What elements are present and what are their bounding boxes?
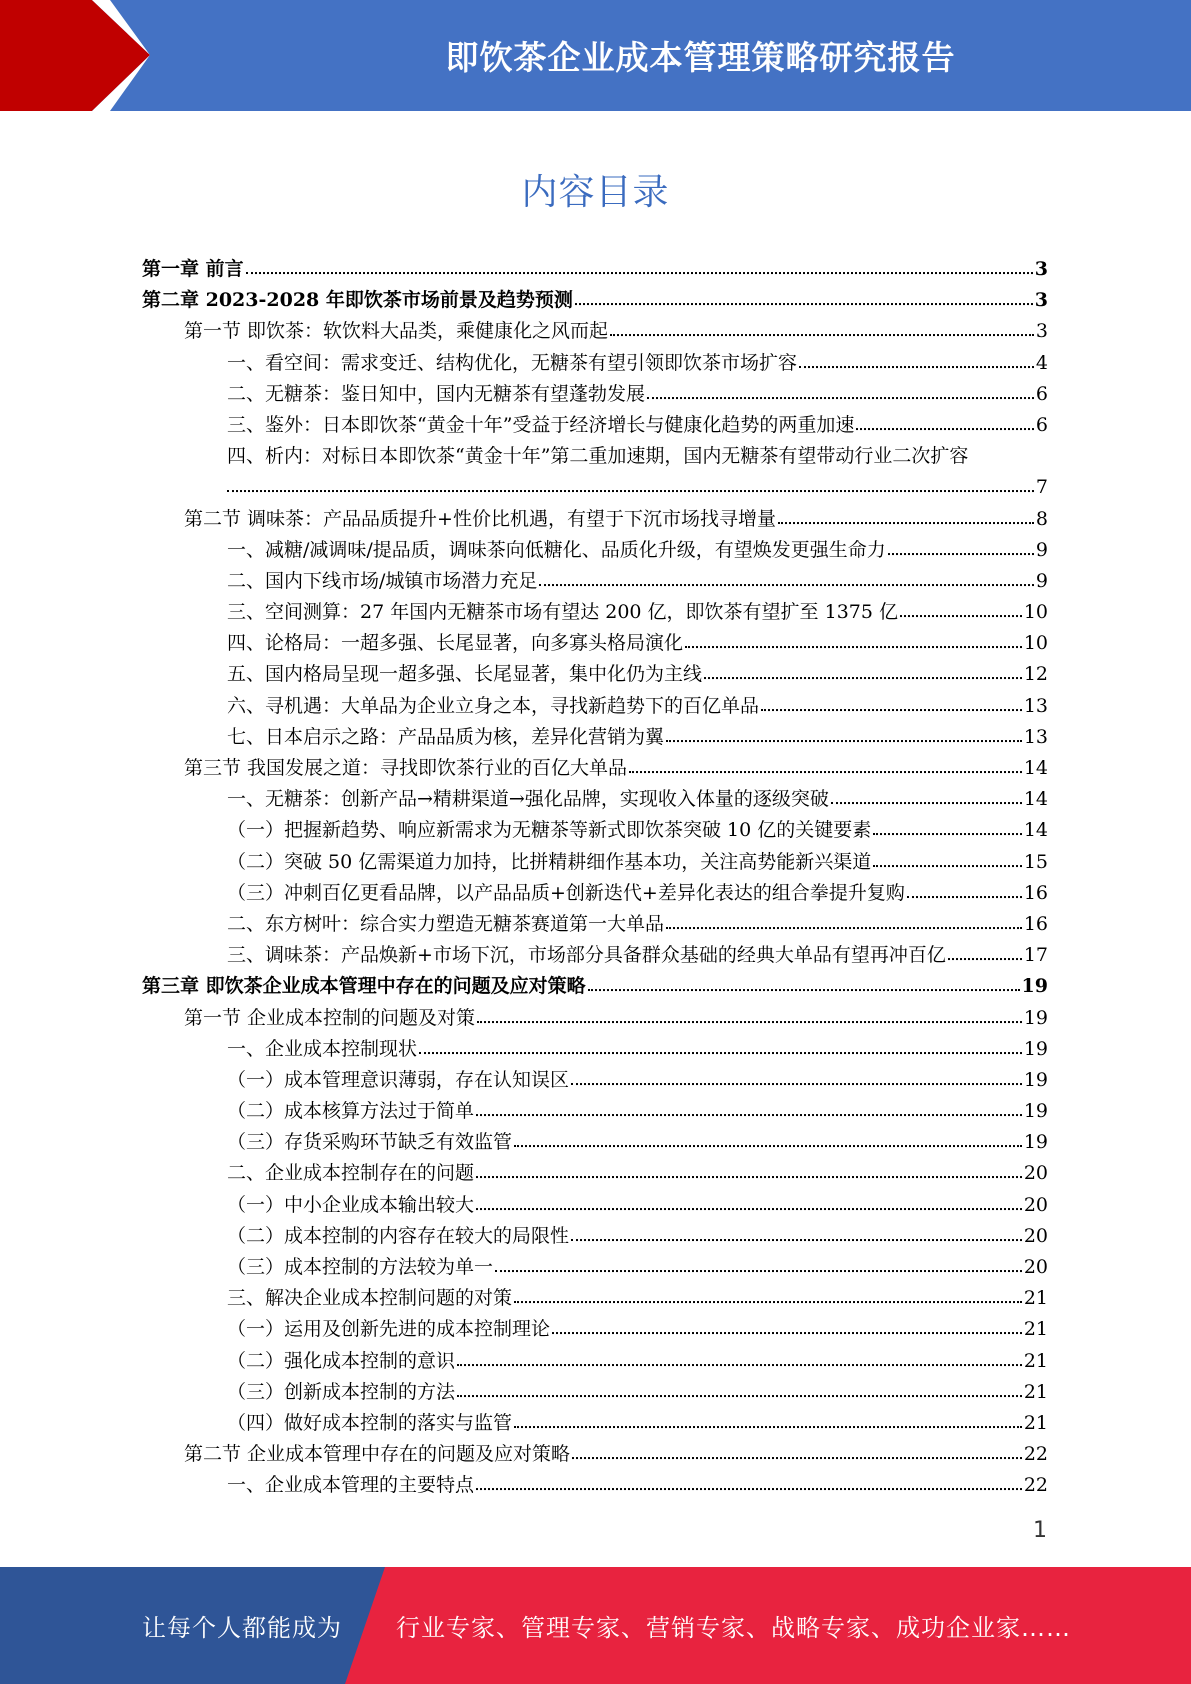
toc-leader-dots: [948, 948, 1022, 960]
toc-entry-title: 五、国内格局呈现一超多强、长尾显著，集中化仍为主线: [227, 663, 703, 686]
toc-leader-dots: [831, 792, 1022, 804]
toc-entry-page: 3: [1034, 289, 1048, 312]
toc-entry-page: 3: [1035, 320, 1048, 343]
toc-entry[interactable]: [142, 1158, 1048, 1189]
toc-entry[interactable]: [142, 628, 1048, 659]
header-banner: [0, 0, 1191, 111]
toc-entry-title: 第一章 前言: [142, 258, 244, 280]
toc-entry[interactable]: [142, 566, 1048, 597]
toc-entry[interactable]: [142, 878, 1048, 909]
toc-leader-dots: [419, 1041, 1022, 1053]
toc-entry-title: （二）成本控制的内容存在较大的局限性: [227, 1224, 570, 1247]
toc-entry-title: 第一节 即饮茶：软饮料大品类，乘健康化之风而起: [184, 320, 609, 343]
toc-leader-dots: [900, 605, 1022, 617]
toc-entry[interactable]: [142, 1034, 1048, 1065]
toc-leader-dots: [495, 1260, 1022, 1272]
header-chevron-decoration: [0, 0, 150, 111]
toc-entry-page: 22: [1023, 1474, 1048, 1497]
toc-entry-page: 19: [1023, 1037, 1048, 1060]
footer-slogan-left: 让每个人都能成为: [142, 1614, 342, 1642]
toc-entry-title: 一、无糖茶：创新产品→精耕渠道→强化品牌，实现收入体量的逐级突破: [227, 788, 829, 811]
toc-entry-title: 二、国内下线市场/城镇市场潜力充足: [227, 569, 538, 592]
footer-banner: [0, 1567, 1191, 1684]
toc-entry-title: 第三章 即饮茶企业成本管理中存在的问题及应对策略: [142, 975, 586, 998]
toc-leader-dots: [572, 1447, 1022, 1459]
toc-leader-dots: [552, 1322, 1022, 1334]
toc-entry-title: 二、企业成本控制存在的问题: [227, 1162, 475, 1185]
toc-entry[interactable]: [142, 753, 1048, 784]
toc-entry-page: 21: [1023, 1411, 1048, 1434]
toc-entry-title: 第三节 我国发展之道：寻找即饮茶行业的百亿大单品: [184, 757, 628, 779]
toc-entry[interactable]: [142, 379, 1048, 410]
toc-entry-title: 二、无糖茶：鉴日知中，国内无糖茶有望蓬勃发展: [227, 382, 646, 405]
toc-entry-page: 15: [1023, 850, 1048, 873]
toc-leader-dots: [588, 979, 1020, 991]
toc-entry-page: 14: [1023, 757, 1048, 779]
toc-entry-page: 3: [1034, 258, 1048, 280]
toc-entry-title: 一、减糖/减调味/提品质，调味茶向低糖化、品质化升级，有望焕发更强生命力: [227, 538, 886, 561]
toc-entry[interactable]: [142, 784, 1048, 815]
toc-entry[interactable]: [142, 285, 1048, 316]
toc-entry-page: 10: [1023, 632, 1048, 655]
toc-entry-page: 12: [1023, 663, 1048, 686]
toc-leader-dots: [685, 636, 1022, 648]
toc-entry-title: （二）强化成本控制的意识: [227, 1349, 456, 1372]
toc-entry[interactable]: [142, 659, 1048, 690]
toc-leader-dots: [888, 542, 1034, 554]
toc-entry[interactable]: [142, 971, 1048, 1002]
toc-entry[interactable]: [142, 1221, 1048, 1252]
toc-entry-page: 6: [1035, 382, 1048, 405]
toc-entry[interactable]: [142, 597, 1048, 628]
toc-entry-title: （三）冲刺百亿更看品牌，以产品品质+创新迭代+差异化表达的组合拳提升复购: [227, 881, 905, 904]
toc-leader-dots: [610, 324, 1034, 336]
toc-entry[interactable]: [142, 1283, 1048, 1314]
toc-entry-page: 19: [1023, 1100, 1048, 1123]
toc-leader-dots: [778, 511, 1034, 523]
toc-entry-title: （一）把握新趋势、响应新需求为无糖茶等新式即饮茶突破 10 亿的关键要素: [227, 819, 872, 842]
toc-entry[interactable]: [142, 1314, 1048, 1345]
toc-entry-title: 三、调味茶：产品焕新+市场下沉，市场部分具备群众基础的经典大单品有望再冲百亿: [227, 944, 946, 967]
toc-leader-dots: [514, 1135, 1022, 1147]
toc-entry-title: 三、解决企业成本控制问题的对策: [227, 1287, 513, 1310]
toc-entry-title: （三）存货采购环节缺乏有效监管: [227, 1131, 513, 1154]
toc-entry-page: 10: [1023, 601, 1048, 624]
toc-entry-page: 20: [1023, 1193, 1048, 1216]
toc-entry[interactable]: [142, 1190, 1048, 1221]
toc-entry-page: 17: [1023, 944, 1048, 967]
toc-leader-dots: [666, 729, 1022, 741]
toc-leader-dots: [666, 917, 1022, 929]
toc-entry-page: 21: [1023, 1318, 1048, 1341]
toc-leader-dots: [476, 1104, 1022, 1116]
toc-leader-dots: [907, 885, 1022, 897]
toc-leader-dots: [575, 293, 1033, 305]
toc-entry-page: 8: [1035, 507, 1048, 530]
toc-entry-title: （三）成本控制的方法较为单一: [227, 1256, 494, 1278]
toc-entry[interactable]: [142, 1003, 1048, 1034]
toc-leader-dots: [514, 1416, 1022, 1428]
toc-entry-page: 13: [1023, 725, 1048, 748]
toc-leader-dots: [476, 1166, 1022, 1178]
toc-entry[interactable]: [142, 691, 1048, 722]
toc-entry-page: 7: [1035, 476, 1048, 499]
toc-entry-page: 22: [1023, 1443, 1048, 1466]
toc-entry[interactable]: [142, 1096, 1048, 1127]
toc-entry-title: 第二章 2023-2028 年即饮茶市场前景及趋势预测: [142, 289, 573, 312]
toc-leader-dots: [629, 761, 1022, 773]
toc-entry[interactable]: [142, 1439, 1048, 1470]
toc-leader-dots: [514, 1291, 1022, 1303]
toc-entry-page: 20: [1023, 1256, 1048, 1278]
toc-entry[interactable]: [142, 847, 1048, 878]
toc-entry-page: 21: [1023, 1349, 1048, 1372]
toc-entry[interactable]: [142, 1346, 1048, 1377]
toc-entry-title: 一、看空间：需求变迁、结构优化，无糖茶有望引领即饮茶市场扩容: [227, 351, 798, 374]
toc-entry[interactable]: [142, 1408, 1048, 1439]
toc-entry-title: 四、论格局：一超多强、长尾显著，向多寡头格局演化: [227, 632, 684, 655]
toc-entry-page: 20: [1023, 1162, 1048, 1185]
toc-entry-page: 20: [1023, 1224, 1048, 1247]
page-number: 1: [1033, 1518, 1047, 1543]
toc-leader-dots: [761, 698, 1022, 710]
toc-entry-page: 19: [1021, 975, 1048, 998]
toc-entry[interactable]: [142, 1127, 1048, 1158]
toc-leader-dots: [873, 823, 1022, 835]
toc-entry-page: 13: [1023, 694, 1048, 717]
toc-entry-page: 21: [1023, 1287, 1048, 1310]
toc-entry-title: （二）突破 50 亿需渠道力加持，比拼精耕细作基本功，关注高势能新兴渠道: [227, 850, 872, 873]
toc-leader-dots: [227, 480, 1034, 492]
toc-entry[interactable]: [142, 722, 1048, 753]
toc-entry[interactable]: [142, 1470, 1048, 1501]
toc-entry-title: 第一节 企业成本控制的问题及对策: [184, 1006, 476, 1029]
toc-entry[interactable]: [142, 909, 1048, 940]
toc-entry[interactable]: [142, 940, 1048, 971]
toc-leader-dots: [457, 1353, 1022, 1365]
toc-heading: 内容目录: [521, 172, 670, 213]
toc-leader-dots: [571, 1072, 1022, 1084]
toc-entry[interactable]: [142, 1377, 1048, 1408]
toc-entry-title: 四、析内：对标日本即饮茶“黄金十年”第二重加速期，国内无糖茶有望带动行业二次扩容: [227, 445, 969, 468]
toc-entry-title: 三、鉴外：日本即饮茶“黄金十年”受益于经济增长与健康化趋势的两重加速: [227, 413, 855, 436]
toc-entry-title: 第二节 企业成本管理中存在的问题及应对策略: [184, 1443, 571, 1466]
toc-leader-dots: [246, 262, 1033, 274]
toc-entry-page: 14: [1023, 819, 1048, 842]
toc-leader-dots: [476, 1478, 1022, 1490]
toc-leader-dots: [704, 667, 1022, 679]
toc-entry-page: 19: [1023, 1068, 1048, 1091]
toc-leader-dots: [539, 573, 1034, 585]
toc-entry-page: 9: [1035, 569, 1048, 592]
toc-leader-dots: [647, 386, 1034, 398]
toc-entry-page: 14: [1023, 788, 1048, 811]
toc-entry-title: （一）成本管理意识薄弱，存在认知误区: [227, 1068, 570, 1091]
toc-entry[interactable]: [142, 316, 1048, 347]
toc-entry-title: （一）中小企业成本输出较大: [227, 1193, 475, 1216]
toc-leader-dots: [856, 418, 1033, 430]
toc-entry-title: 二、东方树叶：综合实力塑造无糖茶赛道第一大单品: [227, 912, 665, 935]
toc-entry-title: （二）成本核算方法过于简单: [227, 1100, 475, 1123]
toc-leader-dots: [457, 1384, 1022, 1396]
toc-entry[interactable]: [142, 535, 1048, 566]
toc-entry-page: 4: [1035, 351, 1048, 374]
table-of-contents: [142, 254, 1048, 1502]
footer-slogan-right: 行业专家、管理专家、营销专家、战略专家、成功企业家……: [396, 1614, 1071, 1642]
toc-entry-title: （一）运用及创新先进的成本控制理论: [227, 1318, 551, 1341]
toc-leader-dots: [571, 1228, 1022, 1240]
toc-entry-page: 16: [1023, 881, 1048, 904]
toc-entry-page: 19: [1023, 1006, 1048, 1029]
toc-entry-title: 第二节 调味茶：产品品质提升+性价比机遇，有望于下沉市场找寻增量: [184, 507, 776, 530]
toc-entry[interactable]: [142, 504, 1048, 535]
toc-entry[interactable]: [142, 441, 1048, 472]
toc-entry-title: 三、空间测算：27 年国内无糖茶市场有望达 200 亿，即饮茶有望扩至 1375 亿: [227, 601, 898, 624]
toc-leader-dots: [476, 1197, 1022, 1209]
toc-entry-title: 一、企业成本管理的主要特点: [227, 1474, 475, 1497]
toc-entry[interactable]: [142, 1252, 1048, 1283]
toc-entry-title: （四）做好成本控制的落实与监管: [227, 1411, 513, 1434]
toc-entry[interactable]: [142, 254, 1048, 285]
toc-entry[interactable]: [142, 815, 1048, 846]
toc-entry[interactable]: [142, 348, 1048, 379]
toc-leader-dots: [873, 854, 1022, 866]
toc-entry-page: 16: [1023, 912, 1048, 935]
toc-leader-dots: [477, 1010, 1022, 1022]
toc-entry[interactable]: [142, 1065, 1048, 1096]
toc-entry[interactable]: [142, 410, 1048, 441]
toc-entry-title: 一、企业成本控制现状: [227, 1037, 418, 1060]
toc-entry[interactable]: [142, 472, 1048, 503]
toc-leader-dots: [799, 355, 1034, 367]
toc-entry-page: 19: [1023, 1131, 1048, 1154]
report-title: 即饮茶企业成本管理策略研究报告: [445, 38, 956, 77]
toc-entry-page: 6: [1035, 413, 1048, 436]
toc-entry-page: 9: [1035, 538, 1048, 561]
toc-entry-title: 七、日本启示之路：产品品质为核，差异化营销为翼: [227, 725, 665, 748]
toc-entry-title: 六、寻机遇：大单品为企业立身之本，寻找新趋势下的百亿单品: [227, 694, 760, 717]
toc-entry-page: 21: [1023, 1380, 1048, 1403]
toc-entry-title: （三）创新成本控制的方法: [227, 1380, 456, 1403]
